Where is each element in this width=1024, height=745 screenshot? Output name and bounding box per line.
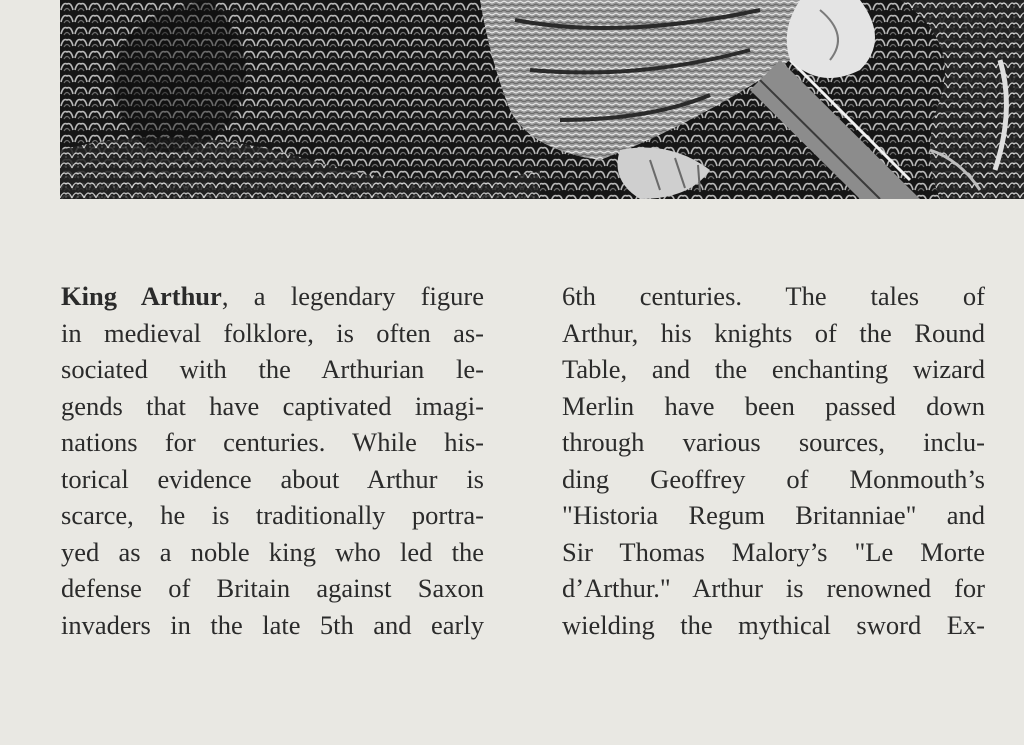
article-column-left <box>61 278 484 643</box>
article-column-right <box>562 278 985 643</box>
text-line: scarce, he is traditionally portra- <box>61 500 484 530</box>
text-line <box>61 278 484 315</box>
text-line: Sir Thomas Malory’s "Le Morte <box>562 536 985 567</box>
text-line: wielding the mythical sword Ex- <box>562 609 985 640</box>
text-line: invaders in the late 5th and early <box>61 609 484 640</box>
lead-term: King Arthur <box>61 281 222 311</box>
text-line: gends that have captivated imagi- <box>61 390 484 421</box>
text-line: defense of Britain against Saxon <box>61 573 484 603</box>
text-line: sociated with the Arthurian le- <box>61 354 484 384</box>
text-line: Merlin have been passed down <box>562 390 985 421</box>
text-line: d’Arthur." Arthur is renowned for <box>562 573 985 603</box>
text-line: torical evidence about Arthur is <box>61 463 484 494</box>
text-line: ding Geoffrey of Monmouth’s <box>562 463 985 494</box>
text-line: "Historia Regum Britanniae" and <box>562 500 985 530</box>
text-line: in medieval folklore, is often as- <box>61 317 484 348</box>
hero-image <box>60 0 1024 199</box>
text-line: Arthur, his knights of the Round <box>562 317 985 348</box>
text-line: through various sources, inclu- <box>562 427 985 457</box>
text-line: 6th centuries. The tales of <box>562 281 985 311</box>
text-line: Table, and the enchanting wizard <box>562 354 985 384</box>
text-line: nations for centuries. While his- <box>61 427 484 457</box>
text-line: yed as a noble king who led the <box>61 536 484 567</box>
text-line-content: , a legendary figure <box>221 281 484 311</box>
